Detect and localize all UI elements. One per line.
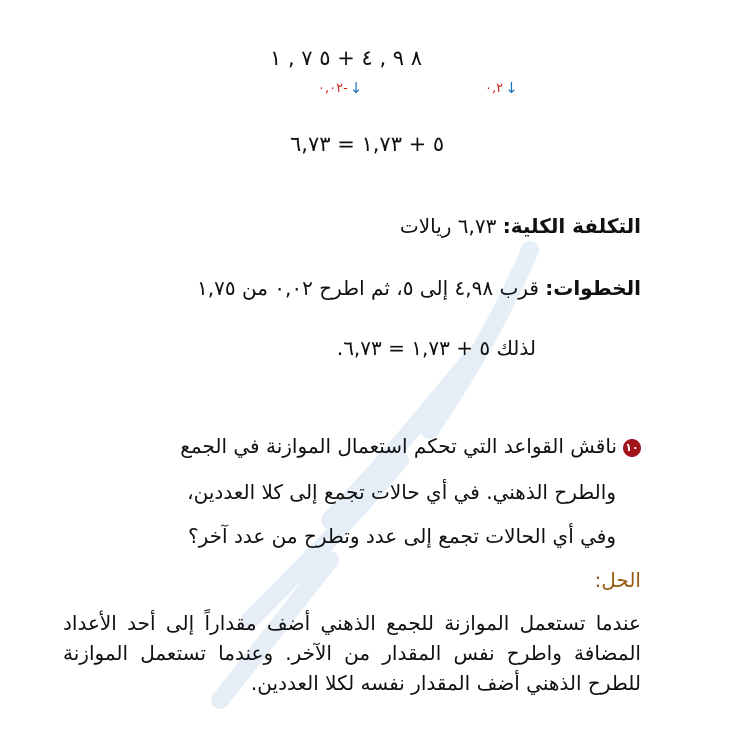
steps-line: [197, 276, 641, 300]
question-text-1: ناقش القواعد التي تحكم استعمال الموازنة في الجمع: [180, 434, 617, 458]
total-cost-line: [400, 214, 641, 238]
solution-label: الحل:: [594, 568, 641, 592]
hint-right: [485, 79, 518, 97]
steps-text: قرب ٤,٩٨ إلى ٥، ثم اطرح ٠,٠٢ من ١,٧٥: [197, 276, 539, 300]
total-cost-label: التكلفة الكلية:: [502, 214, 641, 238]
top-expression: ١ , ٧ ٥ + ٤ , ٩ ٨: [270, 46, 423, 70]
steps-label: الخطوات:: [545, 276, 641, 300]
down-arrow-icon: ↓: [349, 79, 363, 97]
total-cost-value: ٦,٧٣ ريالات: [399, 214, 497, 238]
question-number-badge: ١٠: [623, 439, 641, 457]
question-line-1: [180, 434, 641, 458]
solution-text: عندما تستعمل الموازنة للجمع الذهني أضف مقداراً إلى أحد الأعداد المضافة واطرح نفس المقدار من الآخر. وعندما تستعمل الموازنة للطرح الذهني أضف المقدار نفسه لكلا العددين.: [63, 611, 641, 695]
hint-left-value: ٠,٠٢-: [318, 80, 348, 96]
down-arrow-icon: ↓: [505, 79, 518, 97]
steps-conclusion: لذلك ٥ + ١,٧٣ = ٦,٧٣.: [336, 336, 536, 360]
result-expression: ٦,٧٣ = ١,٧٣ + ٥: [290, 132, 445, 156]
hint-right-value: ٠,٢: [485, 80, 504, 96]
hint-left: [318, 79, 362, 97]
question-line-3: وفي أي الحالات تجمع إلى عدد وتطرح من عدد آخر؟: [188, 524, 616, 548]
question-line-2: والطرح الذهني. في أي حالات تجمع إلى كلا العددين،: [187, 480, 616, 504]
